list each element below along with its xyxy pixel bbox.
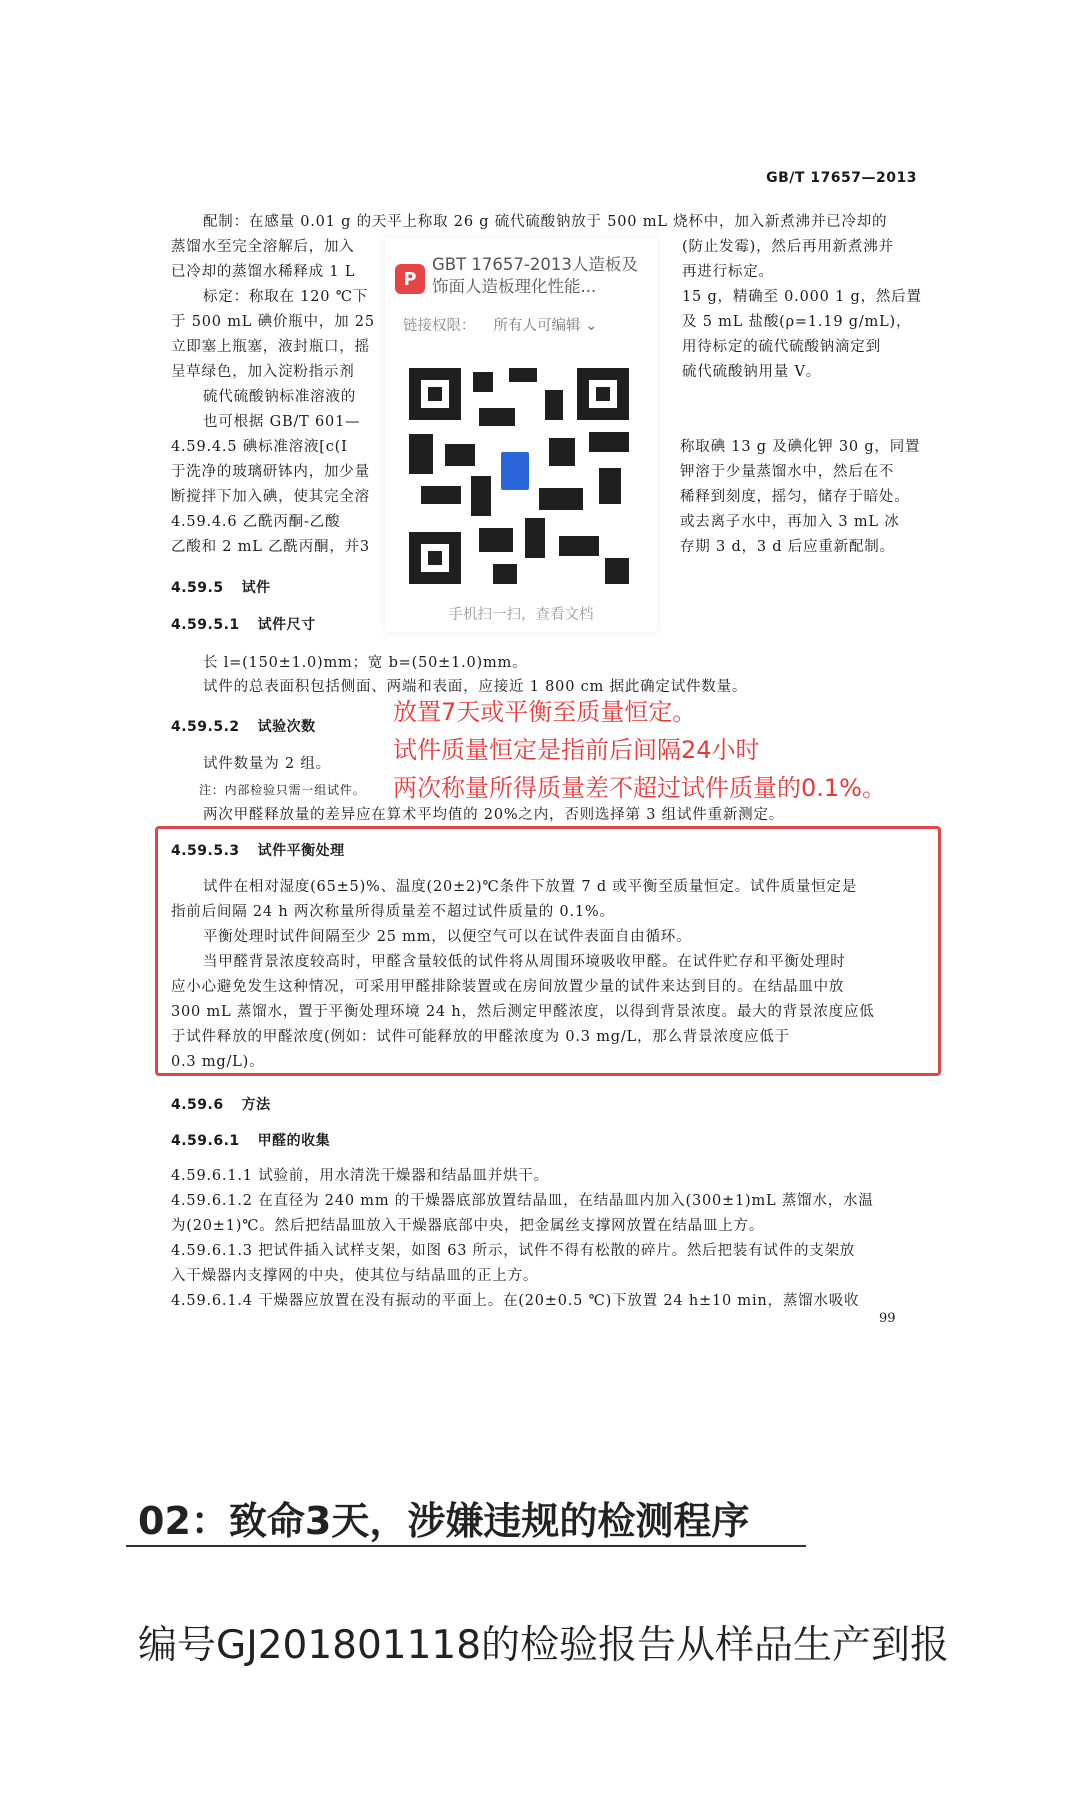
text-line: 稀释到刻度，摇匀，储存于暗处。: [680, 489, 910, 505]
text-line: 立即塞上瓶塞，液封瓶口，摇: [171, 339, 370, 355]
qr-module: [545, 390, 563, 420]
section-number: 4.59.6.1: [171, 1133, 240, 1149]
article-heading: 02：致命3天，涉嫌违规的检测程序: [138, 1499, 750, 1543]
annotation-line: 试件质量恒定是指前后间隔24小时: [393, 736, 760, 764]
text-line: 试件数量为 2 组。: [203, 756, 331, 772]
qr-module: [428, 387, 442, 401]
qr-module: [479, 408, 515, 426]
text-line: 应小心避免发生这种情况，可采用甲醛排除装置或在房间放置少量的试件来达到目的。在结晶皿中放: [171, 979, 845, 995]
section-heading: [171, 716, 316, 736]
qr-module: [473, 372, 493, 392]
section-heading: [171, 577, 271, 597]
qr-module: [559, 536, 599, 556]
page-number: 99: [879, 1311, 896, 1326]
text-line: 乙酸和 2 mL 乙酰丙酮，并3: [171, 539, 370, 555]
share-title: GBT 17657-2013人造板及饰面人造板理化性能...: [432, 255, 638, 296]
section-title: 方法: [241, 1097, 271, 1113]
text-line: 用待标定的硫代硫酸钠滴定到: [682, 339, 881, 355]
text-line: 入干燥器内支撑网的中央，使其位与结晶皿的正上方。: [171, 1268, 539, 1284]
qr-code[interactable]: [409, 368, 629, 584]
qr-module: [409, 434, 433, 474]
text-line: 两次甲醛释放量的差异应在算术平均值的 20%之内，否则选择第 3 组试件重新测定。: [203, 807, 785, 823]
text-line: 试件在相对湿度(65±5)%、温度(20±2)℃条件下放置 7 d 或平衡至质量恒定。试件质量恒定是: [203, 879, 858, 895]
text-line: 配制：在感量 0.01 g 的天平上称取 26 g 硫代硫酸钠放于 500 mL 烧杯中，加入新煮沸并已冷却的: [203, 214, 888, 230]
qr-module: [525, 518, 545, 558]
text-line: 为(20±1)℃。然后把结晶皿放入干燥器底部中央，把金属丝支撑网放置在结晶皿上方。: [171, 1218, 765, 1234]
qr-module: [428, 551, 442, 565]
scan-hint: 手机扫一扫，查看文档: [448, 607, 594, 623]
qr-module: [605, 558, 629, 584]
section-number: 4.59.5.1: [171, 617, 240, 633]
qr-module: [493, 564, 517, 584]
qr-module: [509, 368, 537, 382]
text-line: 再进行标定。: [682, 264, 774, 280]
text-line: 平衡处理时试件间隔至少 25 mm，以便空气可以在试件表面自由循环。: [203, 929, 692, 945]
text-line: 4.59.6.1.1 试验前，用水清洗干燥器和结晶皿并烘干。: [171, 1168, 549, 1184]
text-line: 当甲醛背景浓度较高时，甲醛含量较低的试件将从周围环境吸收甲醛。在试件贮存和平衡处理时: [203, 954, 846, 970]
qr-module: [471, 476, 491, 516]
text-line: 0.3 mg/L)。: [171, 1054, 265, 1070]
section-heading: [171, 1094, 271, 1114]
text-line: 于试件释放的甲醛浓度(例如：试件可能释放的甲醛浓度为 0.3 mg/L，那么背景浓度应低于: [171, 1029, 790, 1045]
section-number: 4.59.6: [171, 1097, 224, 1113]
section-title: 试件: [241, 580, 271, 596]
annotation-line: 两次称量所得质量差不超过试件质量的0.1%。: [393, 774, 886, 802]
text-line: 4.59.4.5 碘标准溶液[c(I: [171, 439, 348, 455]
section-heading: [171, 1130, 330, 1150]
article-body-line: 编号GJ201801118的检验报告从样品生产到报: [138, 1623, 950, 1668]
permission-label: 链接权限：: [403, 318, 476, 334]
text-line: 试件的总表面积包括侧面、两端和表面，应接近 1 800 cm 据此确定试件数量。: [203, 679, 748, 695]
qr-module: [549, 438, 575, 466]
text-line: 4.59.6.1.4 干燥器应放置在没有振动的平面上。在(20±0.5 ℃)下放置 24 h±10 min，蒸馏水吸收: [171, 1293, 860, 1309]
text-line: 指前后间隔 24 h 两次称量所得质量差不超过试件质量的 0.1%。: [171, 904, 615, 920]
app-logo-icon: P: [395, 264, 425, 294]
text-line: 硫代硫酸钠用量 V。: [682, 364, 822, 380]
text-line: 钾溶于少量蒸馏水中，然后在不: [680, 464, 895, 480]
text-line: 标定：称取在 120 ℃下: [203, 289, 369, 305]
text-line: 硫代硫酸钠标准溶液的: [203, 389, 356, 405]
standard-number: GB/T 17657—2013: [766, 170, 917, 186]
text-line: 断搅拌下加入碘，使其完全溶: [171, 489, 370, 505]
qr-module: [596, 387, 610, 401]
qr-module: [589, 432, 629, 452]
text-line: 或去离子水中，再加入 3 mL 冰: [680, 514, 900, 530]
text-line: 蒸馏水至完全溶解后，加入: [171, 239, 355, 255]
text-line: 4.59.4.6 乙酰丙酮-乙酸: [171, 514, 341, 530]
text-line: 也可根据 GB/T 601—: [203, 414, 361, 430]
qr-module: [445, 444, 475, 466]
text-line: (防止发霉)，然后再用新煮沸并: [682, 239, 894, 255]
permission-value[interactable]: 所有人可编辑 ⌄: [493, 318, 598, 334]
section-heading: [171, 840, 345, 860]
qr-module: [599, 468, 621, 504]
text-line: 300 mL 蒸馏水，置于平衡处理环境 24 h，然后测定甲醛浓度，以得到背景浓度。最大的背景浓度应低: [171, 1004, 875, 1020]
text-line: 于洗净的玻璃研钵内，加少量: [171, 464, 370, 480]
section-heading: [171, 614, 316, 634]
text-line: 4.59.6.1.3 把试件插入试样支架，如图 63 所示，试件不得有松散的碎片。然后把装有试件的支架放: [171, 1243, 856, 1259]
text-line: 呈草绿色，加入淀粉指示剂: [171, 364, 355, 380]
section-title: 试件尺寸: [257, 617, 316, 633]
qr-module: [421, 486, 461, 504]
section-number: 4.59.5.3: [171, 843, 240, 859]
text-line: 15 g，精确至 0.000 1 g，然后置: [682, 289, 922, 305]
heading-underline: [126, 1545, 806, 1547]
share-card[interactable]: [385, 238, 657, 632]
qr-center-logo-icon: [501, 452, 529, 490]
qr-module: [479, 528, 513, 552]
section-number: 4.59.5.2: [171, 719, 240, 735]
section-title: 甲醛的收集: [257, 1133, 331, 1149]
annotation-line: 放置7天或平衡至质量恒定。: [393, 698, 697, 726]
text-line: 及 5 mL 盐酸(ρ=1.19 g/mL)，: [682, 314, 912, 330]
section-title: 试验次数: [257, 719, 316, 735]
note-line: 注：内部检验只需一组试件。: [199, 783, 366, 797]
section-title: 试件平衡处理: [257, 843, 345, 859]
section-number: 4.59.5: [171, 580, 224, 596]
text-line: 存期 3 d，3 d 后应重新配制。: [680, 539, 895, 555]
text-line: 于 500 mL 碘价瓶中，加 25: [171, 314, 375, 330]
text-line: 已冷却的蒸馏水稀释成 1 L: [171, 264, 356, 280]
link-permission[interactable]: [403, 314, 597, 335]
text-line: 4.59.6.1.2 在直径为 240 mm 的干燥器底部放置结晶皿，在结晶皿内加入(300±1)mL 蒸馏水，水温: [171, 1193, 874, 1209]
text-line: 称取碘 13 g 及碘化钾 30 g，同置: [680, 439, 921, 455]
text-line: 长 l=(150±1.0)mm；宽 b=(50±1.0)mm。: [203, 655, 528, 671]
qr-module: [539, 488, 583, 510]
